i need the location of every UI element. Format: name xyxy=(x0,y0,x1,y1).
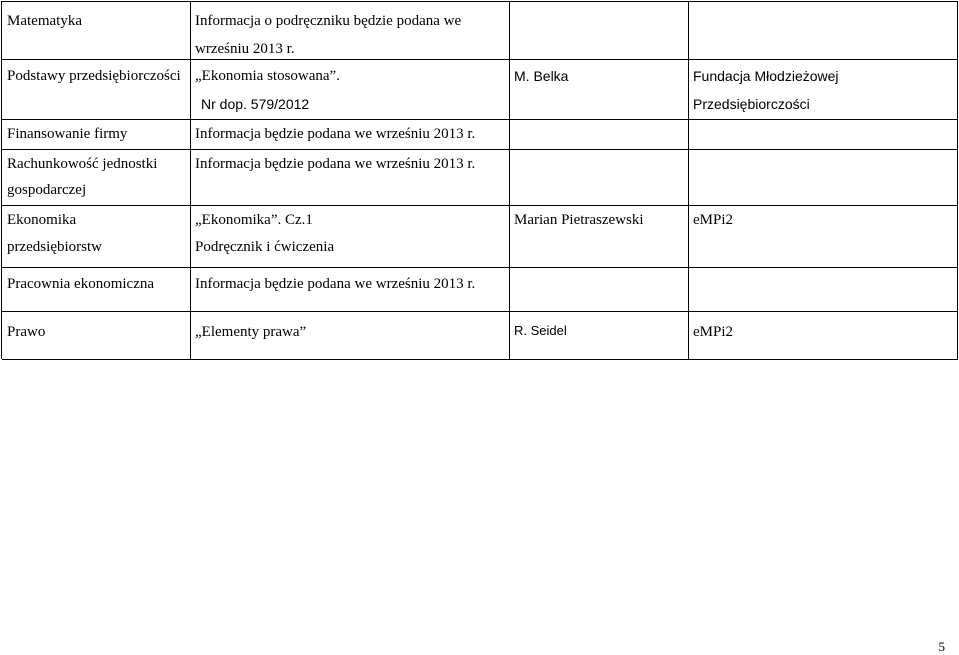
textbook-cell: wrześniu 2013 r. xyxy=(195,41,295,57)
author-cell: R. Seidel xyxy=(514,323,567,338)
publisher-cell: Przedsiębiorczości xyxy=(693,96,810,112)
table-row xyxy=(2,312,958,360)
table-row xyxy=(2,60,958,120)
table-row xyxy=(2,2,958,60)
subject-cell: Pracownia ekonomiczna xyxy=(7,276,155,292)
textbook-cell: Nr dop. 579/2012 xyxy=(201,96,310,112)
publisher-cell: eMPi2 xyxy=(693,212,734,228)
subject-cell: przedsiębiorstw xyxy=(7,239,102,255)
table-row xyxy=(2,150,958,206)
table-row xyxy=(2,120,958,150)
textbook-cell: Informacja o podręczniku będzie podana we xyxy=(195,13,462,29)
subject-cell: Ekonomika xyxy=(7,212,77,228)
textbook-cell: „Ekonomia stosowana”. xyxy=(195,68,340,84)
textbook-table xyxy=(1,1,958,359)
subject-cell: Finansowanie firmy xyxy=(7,126,128,142)
author-cell: M. Belka xyxy=(514,68,569,84)
textbook-cell: Informacja będzie podana we wrześniu 2013 r. xyxy=(195,126,476,142)
subject-cell: Podstawy przedsiębiorczości xyxy=(7,68,181,84)
subject-cell: Prawo xyxy=(7,324,46,340)
textbook-cell: Podręcznik i ćwiczenia xyxy=(195,239,335,255)
textbook-cell: Informacja będzie podana we wrześniu 2013 r. xyxy=(195,276,476,292)
subject-cell: Matematyka xyxy=(7,13,82,29)
subject-cell: Rachunkowość jednostki xyxy=(7,156,158,172)
table-row xyxy=(2,206,958,268)
page-number: 5 xyxy=(938,639,945,654)
publisher-cell: Fundacja Młodzieżowej xyxy=(693,68,839,84)
publisher-cell: eMPi2 xyxy=(693,324,734,340)
table-row xyxy=(2,268,958,312)
textbook-cell: Informacja będzie podana we wrześniu 2013 r. xyxy=(195,156,476,172)
textbook-cell: „Elementy prawa” xyxy=(195,324,307,340)
textbook-cell: „Ekonomika”. Cz.1 xyxy=(195,212,313,228)
author-cell: Marian Pietraszewski xyxy=(514,212,644,228)
subject-cell: gospodarczej xyxy=(7,182,87,198)
